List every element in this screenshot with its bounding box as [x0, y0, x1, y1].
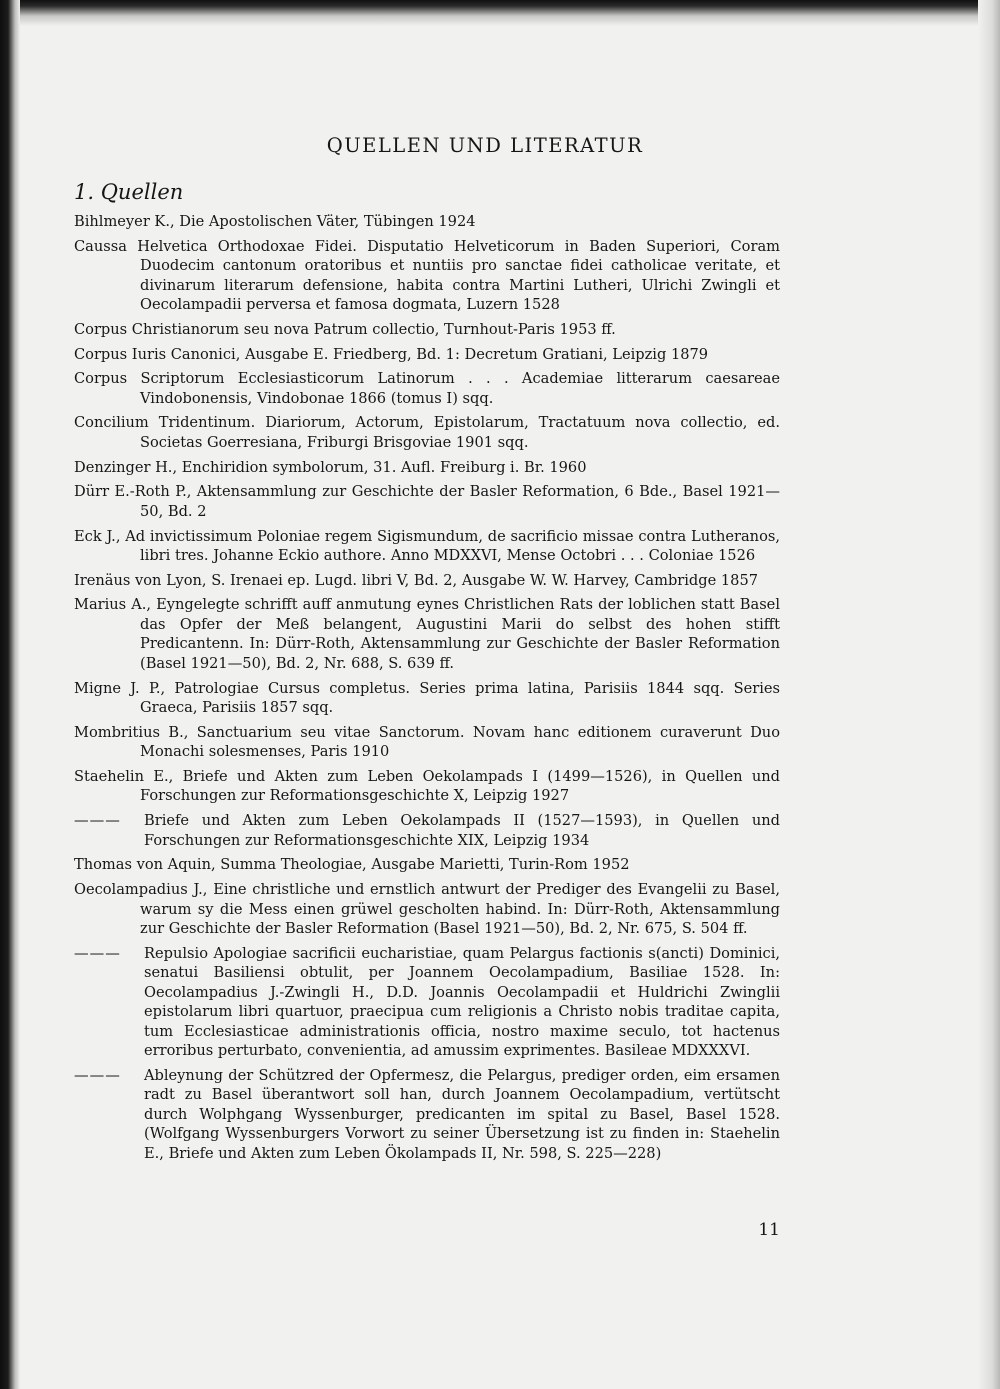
- bibliography-entry: Marius A., Eyngelegte schrifft auff anmutung eynes Christlichen Rats der loblichen statt Basel das Opfer der Meß belangent, Augustini Marii do selbst des hohen stifft Predicantenn. In: Dürr-Roth, Aktensammlung zur Geschichte der Basler Reformation (Basel 1921—50), Bd. 2, Nr. 688, S. 639 ff.: [74, 596, 780, 672]
- bibliography-entry: Eck J., Ad invictissimum Poloniae regem Sigismundum, de sacrificio missae contra Lutheranos, libri tres. Johanne Eckio authore. Anno MDXXVI, Mense Octobri . . . Coloniae 1526: [74, 527, 780, 564]
- ditto-dash: ———: [74, 812, 121, 830]
- bibliography-list: [74, 212, 780, 1169]
- bibliography-entry-text: Ableynung der Schützred der Opfermesz, die Pelargus, prediger orden, eim ersamen radt zu Basel überantwort soll han, durch Joannem Oecolampadium, vertütscht durch Wolphgang Wyssenburger, predicanten im spital zu Basel, Basel 1528. (Wolfgang Wyssenburgers Vorwort zu seiner Übersetzung ist zu finden in: Staehelin E., Briefe und Akten zum Leben Ökolampads II, Nr. 598, S. 225—228): [144, 1066, 780, 1162]
- section-heading: 1. Quellen: [74, 180, 184, 204]
- bibliography-entry: Corpus Christianorum seu nova Patrum collectio, Turnhout-Paris 1953 ff.: [74, 320, 616, 338]
- bibliography-entry-ditto: [74, 1066, 780, 1164]
- bibliography-entry: Caussa Helvetica Orthodoxae Fidei. Disputatio Helveticorum in Baden Superiori, Coram Duodecim cantonum oratoribus et nuntiis pro sanctae fidei catholicae veritate, et divinarum literarum defensione, habita contra Martini Lutheri, Ulrichi Zwingli et Oecolampadii perversa et famosa dogmata, Luzern 1528: [74, 237, 780, 314]
- bibliography-entry: Staehelin E., Briefe und Akten zum Leben Oekolampads I (1499—1526), in Quellen und Forschungen zur Reformationsgeschichte X, Leipzig 1927: [74, 767, 780, 805]
- ditto-dash: ———: [74, 944, 121, 962]
- bibliography-entry: Irenäus von Lyon, S. Irenaei ep. Lugd. libri V, Bd. 2, Ausgabe W. W. Harvey, Cambridge 1857: [74, 571, 759, 589]
- bibliography-entry: Oecolampadius J., Eine christliche und ernstlich antwurt der Prediger des Evangelii zu Basel, warum sy die Mess einen grüwel gescholten habind. In: Dürr-Roth, Aktensammlung zur Geschichte der Basler Reformation (Basel 1921—50), Bd. 2, Nr. 675, S. 504 ff.: [74, 881, 780, 937]
- page-number: 11: [758, 1220, 780, 1240]
- bibliography-entry: Dürr E.-Roth P., Aktensammlung zur Geschichte der Basler Reformation, 6 Bde., Basel 1921—50, Bd. 2: [74, 483, 780, 520]
- bibliography-entry-ditto: [74, 811, 780, 850]
- bibliography-entry: Migne J. P., Patrologiae Cursus completus. Series prima latina, Parisiis 1844 sqq. Series Graeca, Parisiis 1857 sqq.: [74, 679, 780, 717]
- bibliography-entry: Corpus Scriptorum Ecclesiasticorum Latinorum . . . Academiae litterarum caesareae Vindobonensis, Vindobonae 1866 (tomus I) sqq.: [74, 370, 780, 407]
- bibliography-entry: Mombritius B., Sanctuarium seu vitae Sanctorum. Novam hanc editionem curaverunt Duo Monachi solesmenses, Paris 1910: [74, 723, 780, 761]
- bibliography-entry-text: Repulsio Apologiae sacrificii eucharistiae, quam Pelargus factionis s(ancti) Dominici, senatui Basiliensi obtulit, per Joannem Oecolampadium, Basiliae 1528. In: Oecolampadius J.-Zwingli H., D.D. Joannis Oecolampadii et Huldrichi Zwinglii epistolarum libri quartuor, praecipua cum religionis a Christo nobis traditae capita, tum Ecclesiasticae administrationis officia, nostro maxime seculo, tot hactenus erroribus perturbato, convenientia, ad amussim exprimentes. Basileae MDXXXVI.: [144, 944, 780, 1060]
- bibliography-entry-text: Briefe und Akten zum Leben Oekolampads II (1527—1593), in Quellen und Forschungen zur Reformationsgeschichte XIX, Leipzig 1934: [144, 812, 780, 849]
- bibliography-entry: Concilium Tridentinum. Diariorum, Actorum, Epistolarum, Tractatuum nova collectio, ed. Societas Goerresiana, Friburgi Brisgoviae 1901 sqq.: [74, 414, 780, 451]
- bibliography-entry-ditto: [74, 944, 780, 1061]
- page-title: QUELLEN UND LITERATUR: [326, 134, 644, 157]
- bibliography-entry: Corpus Iuris Canonici, Ausgabe E. Friedberg, Bd. 1: Decretum Gratiani, Leipzig 1879: [74, 345, 709, 363]
- ditto-dash: ———: [74, 1066, 121, 1084]
- bibliography-entry: Bihlmeyer K., Die Apostolischen Väter, Tübingen 1924: [74, 213, 476, 230]
- bibliography-entry: Denzinger H., Enchiridion symbolorum, 31. Aufl. Freiburg i. Br. 1960: [74, 458, 587, 476]
- bibliography-entry: Thomas von Aquin, Summa Theologiae, Ausgabe Marietti, Turin-Rom 1952: [74, 856, 630, 874]
